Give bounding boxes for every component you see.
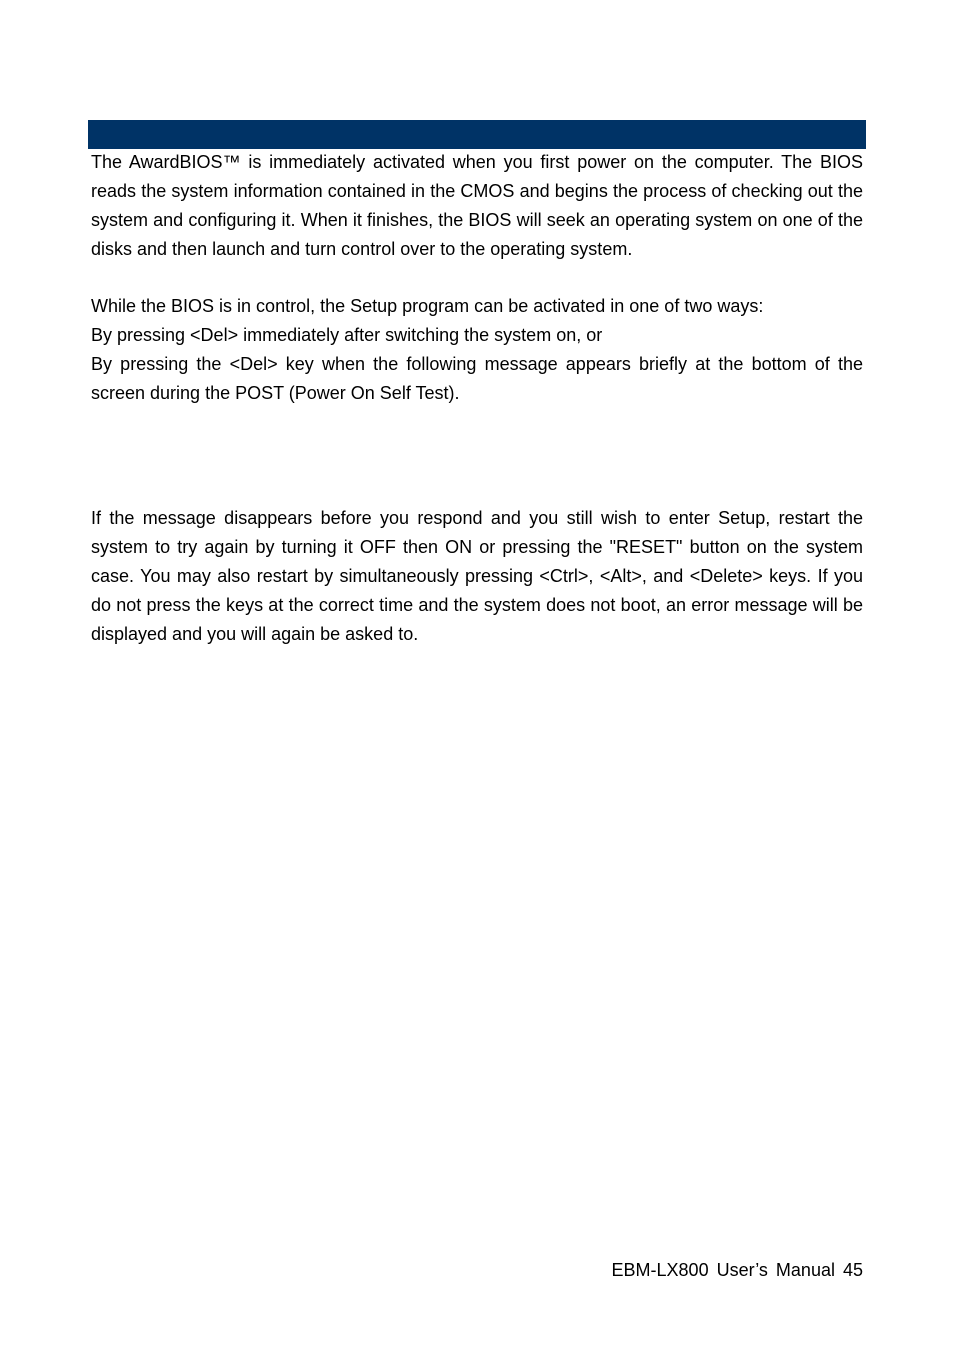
paragraph-intro: The AwardBIOS™ is immediately activated when you first power on the computer. The BIOS reads the system information contained in the CMOS and begins the process of checking out the system and configuring it. When it finishes, the BIOS will seek an operating system on one of the disks and then launch and turn control over to the operating system.	[91, 152, 863, 259]
paragraph-method-two: By pressing the <Del> key when the following message appears briefly at the bottom of the screen during the POST (Power On Self Test).	[91, 354, 863, 403]
section-header-bar	[88, 120, 866, 149]
paragraph-setup-ways: While the BIOS is in control, the Setup program can be activated in one of two ways:	[91, 296, 764, 316]
paragraph-restart-note: If the message disappears before you respond and you still wish to enter Setup, restart the system to try again by turning it OFF then ON or pressing the "RESET" button on the system case. You may also restart by simultaneously pressing <Ctrl>, <Alt>, and <Delete> keys. If you do not press the keys at the correct time and the system does not boot, an error message will be displayed and you will again be asked to.	[91, 508, 863, 644]
page-footer: EBM-LX800 User’s Manual 45	[611, 1260, 863, 1280]
paragraph-method-one: By pressing <Del> immediately after switching the system on, or	[91, 325, 603, 345]
